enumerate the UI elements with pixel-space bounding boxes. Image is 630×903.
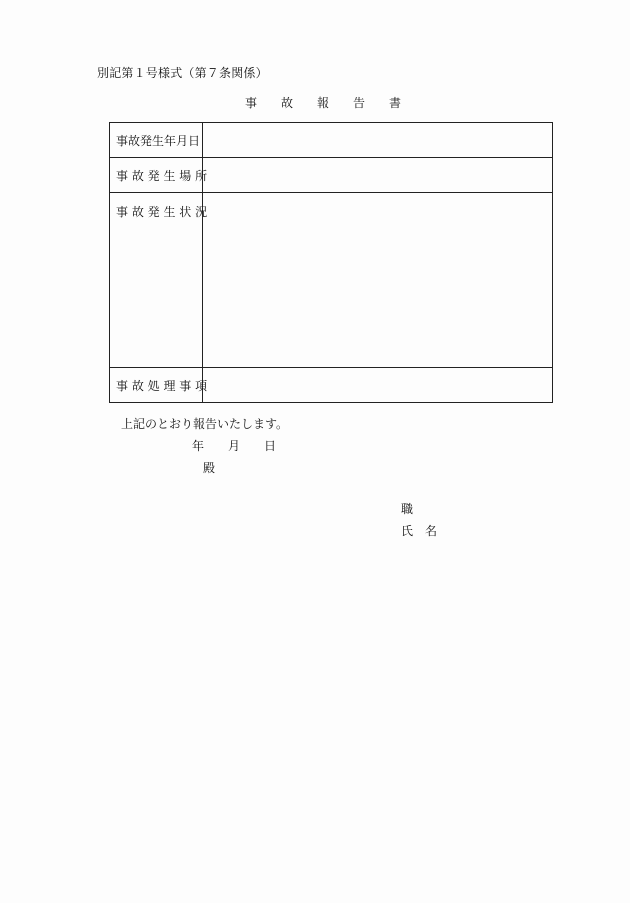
accident-location-label: 事 故 発 生 場 所 <box>110 158 203 193</box>
accident-situation-field[interactable] <box>203 193 553 368</box>
date-line: 年 月 日 <box>192 439 277 453</box>
accident-handling-label: 事 故 処 理 事 項 <box>110 368 203 403</box>
document-title: 事 故 報 告 書 <box>245 96 402 110</box>
form-number-label: 別記第１号様式（第７条関係） <box>97 66 268 80</box>
accident-report-table <box>109 122 553 403</box>
table-row <box>110 193 553 368</box>
position-label: 職 <box>401 502 414 516</box>
accident-location-field[interactable] <box>203 158 553 193</box>
accident-handling-field[interactable] <box>203 368 553 403</box>
closing-statement: 上記のとおり報告いたします。 <box>121 417 289 431</box>
table-row <box>110 158 553 193</box>
addressee-suffix: 殿 <box>203 461 216 475</box>
table-row <box>110 368 553 403</box>
name-label: 氏 名 <box>401 524 438 538</box>
accident-date-field[interactable] <box>203 123 553 158</box>
accident-date-label: 事故発生年月日 <box>110 123 203 158</box>
accident-situation-label: 事 故 発 生 状 況 <box>110 193 203 368</box>
table-row <box>110 123 553 158</box>
